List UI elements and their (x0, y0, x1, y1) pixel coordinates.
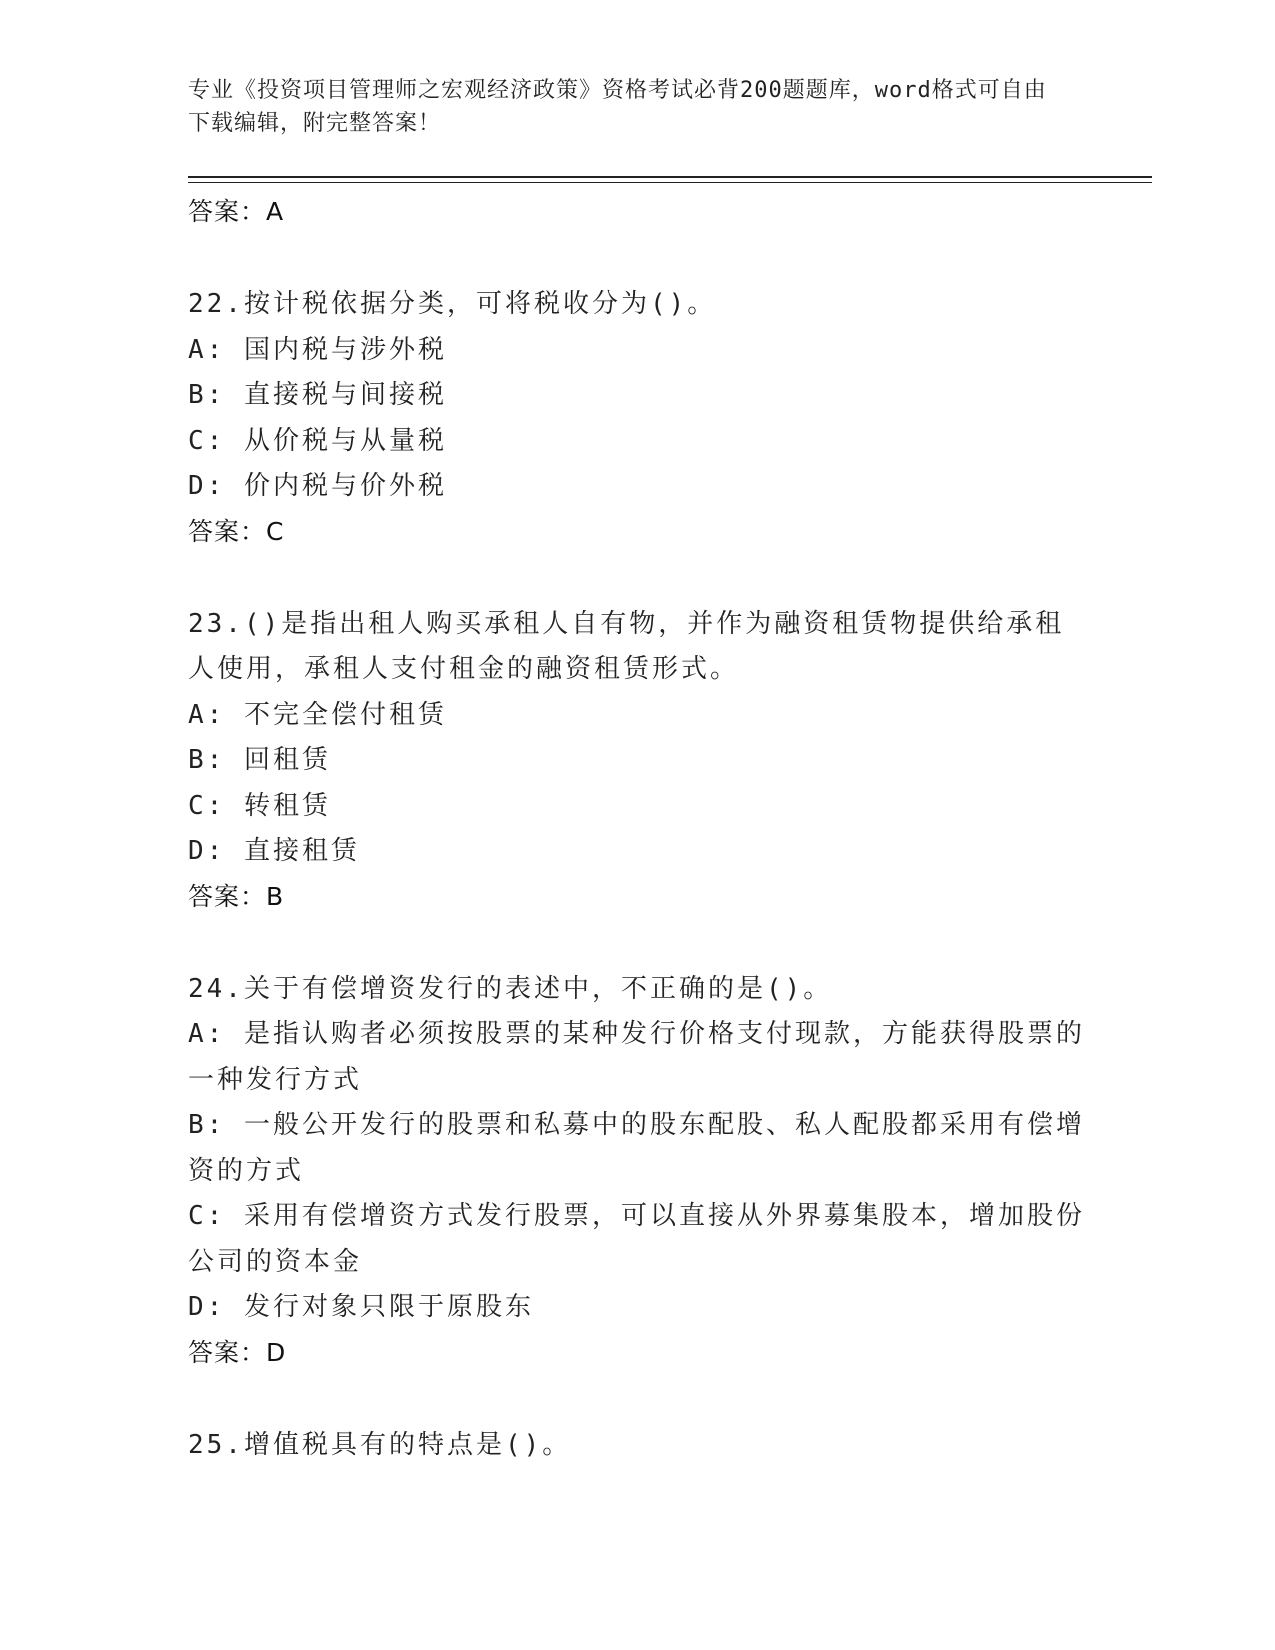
option-d: D: 价内税与价外税 (188, 471, 447, 501)
option-a: A: 是指认购者必须按股票的某种发行价格支付现款，方能获得股票的一种发行方式 (188, 1019, 1085, 1095)
question-stem: 25.增值税具有的特点是()。 (188, 1429, 572, 1460)
option-b: B: 回租赁 (188, 745, 331, 775)
answer-line: 答案：A (188, 197, 285, 226)
question-stem: 23.()是指出租人购买承租人自有物，并作为融资租赁物提供给承租人使用，承租人支付租金的融资租赁形式。 (188, 608, 1065, 684)
question-25 (188, 1423, 1088, 1469)
question-23 (188, 602, 1088, 919)
answer-line: 答案：B (188, 881, 285, 911)
question-stem: 22.按计税依据分类，可将税收分为()。 (188, 289, 717, 319)
option-b: B: 直接税与间接税 (188, 380, 447, 410)
question-list (188, 190, 1088, 1468)
option-c: C: 采用有偿增资方式发行股票，可以直接从外界募集股本，增加股份公司的资本金 (188, 1201, 1085, 1277)
option-a: A: 国内税与涉外税 (188, 334, 447, 365)
answer-line: 答案：D (188, 1337, 287, 1367)
option-c: C: 从价税与从量税 (188, 425, 447, 456)
header-divider-thin (188, 182, 1152, 183)
option-a: A: 不完全偿付租赁 (188, 699, 447, 730)
document-header: 专业《投资项目管理师之宏观经济政策》资格考试必背200题题库，word格式可自由下载编辑，附完整答案！ (188, 78, 1047, 136)
question-22 (188, 282, 1088, 554)
option-b: B: 一般公开发行的股票和私募中的股东配股、私人配股都采用有偿增资的方式 (188, 1110, 1085, 1186)
option-d: D: 直接租赁 (188, 836, 360, 866)
header-divider (188, 176, 1152, 178)
option-d: D: 发行对象只限于原股东 (188, 1292, 534, 1322)
question-stem: 24.关于有偿增资发行的表述中，不正确的是()。 (188, 973, 833, 1004)
answer-line: 答案：C (188, 516, 285, 546)
question-24 (188, 967, 1088, 1375)
option-c: C: 转租赁 (188, 790, 331, 821)
